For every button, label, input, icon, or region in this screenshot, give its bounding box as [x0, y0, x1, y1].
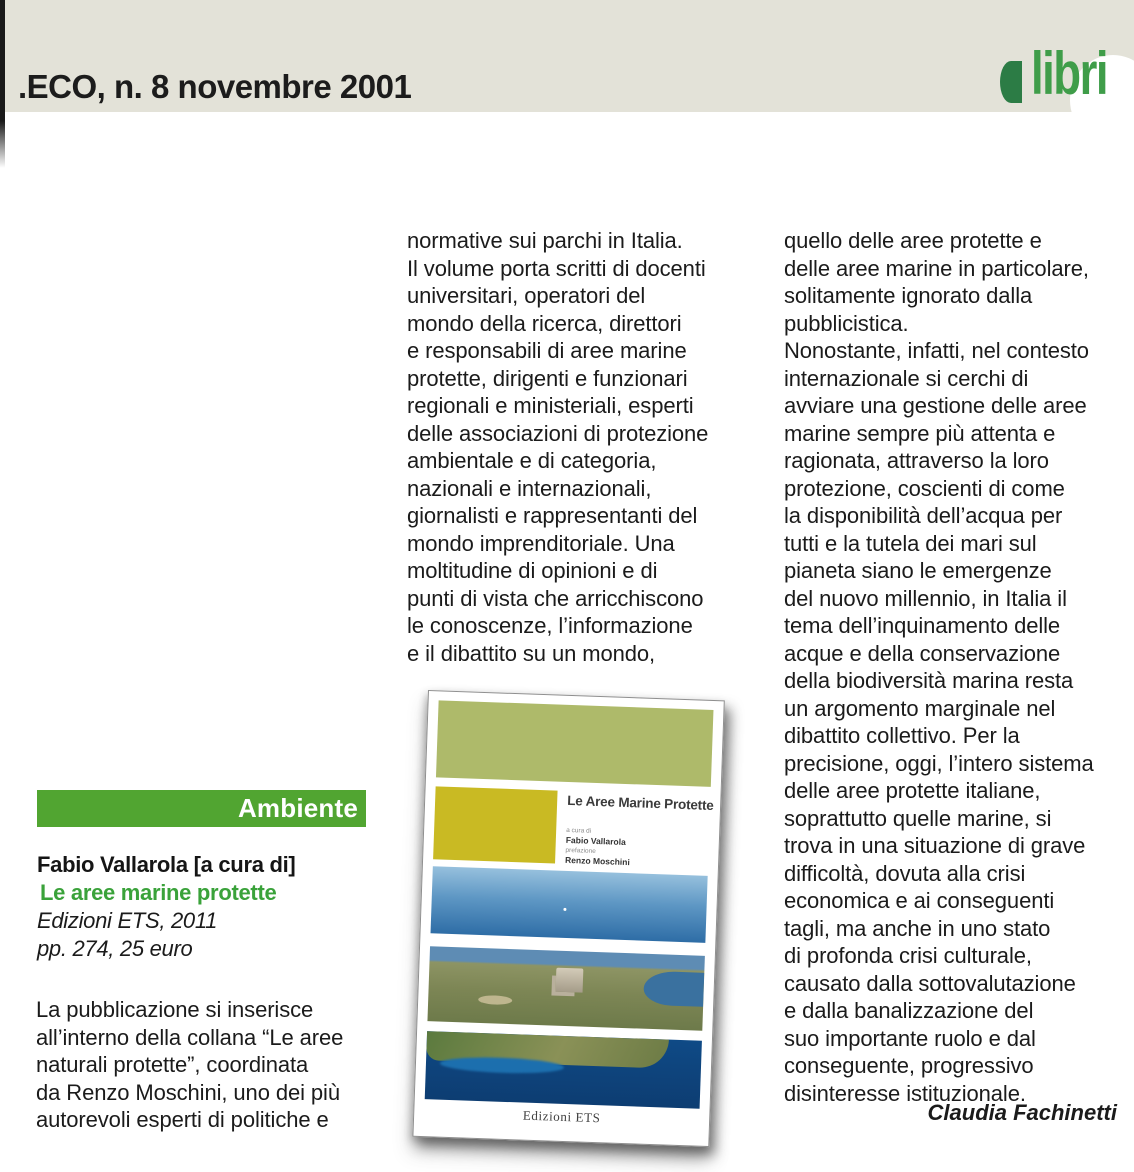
text-line: naturali protette”, coordinata: [36, 1052, 309, 1077]
text-line: avviare una gestione delle aree: [784, 393, 1087, 418]
text-line: la disponibilità dell’acqua per: [784, 503, 1063, 528]
text-line: difficoltà, dovuta alla crisi: [784, 860, 1026, 886]
text-line: da Renzo Moschini, uno dei più: [36, 1079, 340, 1105]
text-line: internazionale si cerchi di: [784, 365, 1029, 391]
text-line: della biodiversità marina resta: [784, 668, 1074, 693]
text-line: universitari, operatori del: [407, 283, 646, 308]
author-byline: Claudia Fachinetti: [927, 1100, 1117, 1125]
book-editor: Fabio Vallarola [a cura di]: [37, 852, 296, 877]
text-line: un argomento marginale nel: [784, 695, 1056, 721]
issue-title: .ECO, n. 8 novembre 2001: [18, 68, 412, 105]
text-line: delle aree marine in particolare,: [784, 255, 1089, 281]
sailboat-dot: [563, 908, 566, 911]
book-cover-credits: [565, 827, 631, 869]
book-cover: [412, 690, 724, 1147]
text-line: precisione, oggi, l’intero sistema: [784, 750, 1094, 776]
text-line: giornalisti e rappresentanti del: [407, 503, 698, 528]
text-line: punti di vista che arricchiscono: [407, 585, 704, 611]
text-line: quello delle aree protette e: [784, 228, 1042, 253]
text-line: di profonda crisi culturale,: [784, 943, 1032, 968]
book-cover-photo-coast: [425, 1031, 702, 1109]
text-line: pianeta siano le emergenze: [784, 558, 1052, 583]
dirt-path-shape: [478, 994, 512, 1004]
book-cover-preface-label: prefazione: [565, 846, 596, 855]
text-line: Nonostante, infatti, nel contesto: [784, 338, 1089, 363]
text-line: causato dalla sottovalutazione: [784, 970, 1076, 996]
book-cover-photo-tower: [427, 946, 704, 1031]
book-cover-preface-author: Renzo Moschini: [564, 854, 630, 868]
text-line: normative sui parchi in Italia.: [407, 228, 683, 253]
text-line: e dalla banalizzazione del: [784, 998, 1034, 1023]
book-publisher-year: Edizioni ETS, 2011: [37, 908, 218, 933]
book-pages-price: pp. 274, 25 euro: [37, 936, 193, 961]
book-cover-green-band: [436, 700, 714, 787]
header-band: [0, 0, 1134, 112]
text-line: del nuovo millennio, in Italia il: [784, 585, 1067, 611]
category-label: Ambiente: [237, 793, 358, 823]
text-line: marine sempre più attenta e: [784, 420, 1056, 446]
book-cover-curator: Fabio Vallarola: [565, 834, 626, 847]
review-text-column-1: [407, 227, 737, 667]
text-line: ambientale e di categoria,: [407, 448, 657, 473]
sea-inlet-shape: [643, 970, 705, 1007]
coastal-tower-shape: [555, 967, 583, 992]
book-cover-curator-label: a cura di: [566, 826, 592, 835]
text-line: moltitudine di opinioni e di: [407, 558, 658, 583]
text-line: soprattutto quelle marine, si: [784, 805, 1052, 831]
book-cover-yellow-square: [433, 786, 557, 863]
intro-text-column: [36, 996, 376, 1134]
text-line: conseguente, progressivo: [784, 1053, 1034, 1078]
book-cover-title: Le Aree Marine Protette: [566, 792, 714, 814]
libri-logo-halfdisc-icon: [1000, 61, 1022, 103]
text-line: ragionata, attraverso la loro: [784, 448, 1049, 473]
review-text-column-2: [784, 227, 1117, 1107]
text-line: dibattito collettivo. Per la: [784, 723, 1020, 748]
text-line: tagli, ma anche in uno stato: [784, 915, 1051, 941]
book-cover-photo-sea: [431, 866, 708, 943]
text-line: delle aree protette italiane,: [784, 778, 1041, 803]
text-line: le conoscenze, l’informazione: [407, 613, 693, 638]
text-line: e il dibattito su un mondo,: [407, 640, 656, 666]
text-line: acque e della conservazione: [784, 640, 1061, 666]
libri-section-logo: libri: [1031, 40, 1108, 107]
text-line: delle associazioni di protezione: [407, 420, 709, 446]
text-line: nazionali e internazionali,: [407, 475, 652, 501]
text-line: mondo della ricerca, direttori: [407, 310, 682, 336]
text-line: protette, dirigenti e funzionari: [407, 365, 688, 391]
text-line: suo importante ruolo e dal: [784, 1025, 1036, 1051]
book-title: Le aree marine protette: [40, 880, 277, 905]
text-line: disinteresse istituzionale.: [784, 1080, 1026, 1106]
text-line: autorevoli esperti di politiche e: [36, 1107, 329, 1132]
text-line: tema dell’inquinamento delle: [784, 613, 1061, 638]
text-line: trova in una situazione di grave: [784, 833, 1086, 858]
text-line: pubblicistica.: [784, 310, 909, 336]
category-bar: [37, 790, 366, 827]
text-line: La pubblicazione si inserisce: [36, 997, 314, 1022]
text-line: economica e ai conseguenti: [784, 888, 1055, 913]
text-line: e responsabili di aree marine: [407, 338, 687, 363]
text-line: solitamente ignorato dalla: [784, 283, 1033, 308]
text-line: all’interno della collana “Le aree: [36, 1024, 344, 1050]
text-line: Il volume porta scritti di docenti: [407, 255, 706, 281]
text-line: tutti e la tutela dei mari sul: [784, 530, 1037, 556]
book-info-block: [37, 851, 367, 963]
scan-edge-artifact: [0, 0, 5, 168]
book-cover-publisher: Edizioni ETS: [522, 1107, 601, 1126]
text-line: mondo imprenditoriale. Una: [407, 530, 675, 556]
text-line: protezione, coscienti di come: [784, 475, 1065, 501]
text-line: regionali e ministeriali, esperti: [407, 393, 694, 418]
